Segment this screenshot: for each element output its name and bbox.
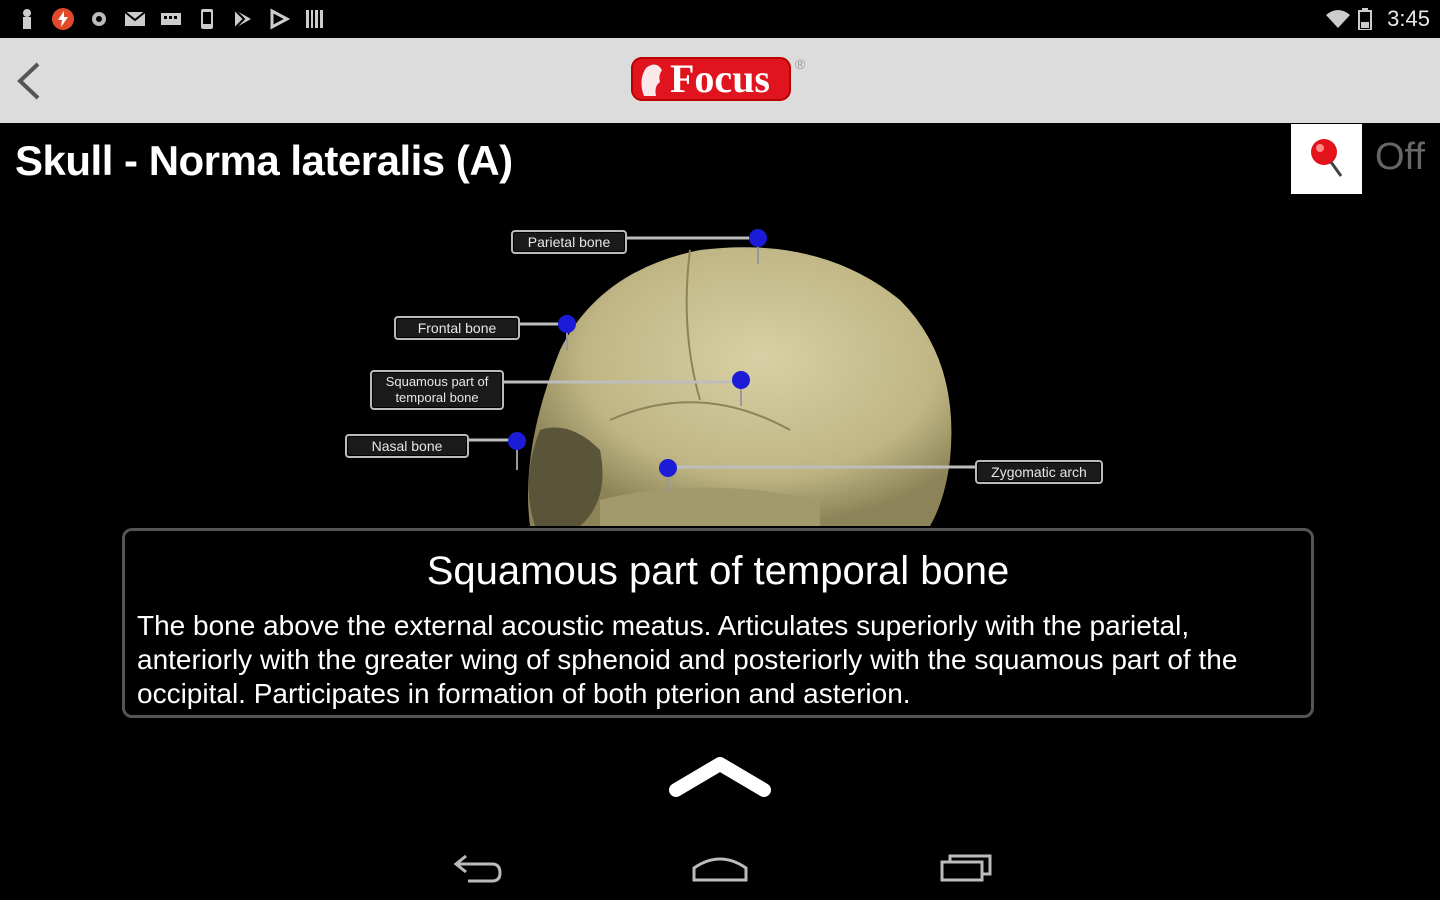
keyboard-icon [160,8,182,30]
status-bar [0,0,1440,38]
label-parietal-bone[interactable]: Parietal bone [511,230,627,254]
label-nasal-bone[interactable]: Nasal bone [345,434,469,458]
pin-squamous[interactable] [732,371,750,406]
back-arrow-icon [456,856,500,881]
expand-up-button[interactable] [668,752,772,802]
logo-text: Focus [670,56,770,101]
nav-recents-button[interactable] [936,848,996,888]
info-panel [122,528,1314,718]
pin-nasal[interactable] [508,432,526,470]
play-store-icon [232,8,254,30]
pin-zygomatic[interactable] [659,459,677,494]
label-frontal-bone[interactable]: Frontal bone [394,316,520,340]
mail-icon [124,8,146,30]
info-title: Squamous part of temporal bone [426,549,1010,593]
barcode-icon [304,8,326,30]
chevron-left-icon [20,64,38,98]
nav-back-button[interactable] [448,848,508,888]
play-icon [268,8,290,30]
shield-icon [88,8,110,30]
clock: 3:45 [1387,6,1430,31]
pin-icon [1291,124,1362,194]
pin-toggle-button[interactable] [1291,124,1362,194]
label-squamous-temporal[interactable]: Squamous part of temporal bone [370,370,504,410]
page-title: Skull - Norma lateralis (A) [15,137,513,184]
pin-frontal[interactable] [558,315,576,350]
focus-logo [630,56,792,102]
wifi-icon [1325,8,1351,30]
registered-mark: ® [795,56,806,72]
pin-toggle-state: Off [1375,136,1425,178]
info-description: The bone above the external acoustic meatus. Articulates superiorly with the parietal, anteriorly with the greater wing of sphenoid and posteriorly with the squamous part of the occipital. Participates in formation of both pterion and asterion. [137,610,1238,709]
battery-icon [1358,8,1372,30]
chevron-up-icon [676,764,764,790]
recents-icon [942,862,982,880]
nav-home-button[interactable] [690,848,750,888]
flash-icon [52,8,74,30]
app-bar [0,38,1440,123]
pin-parietal[interactable] [749,229,767,264]
person-icon [16,8,38,30]
phone-icon [196,8,218,30]
back-button[interactable] [10,56,50,106]
home-icon [694,859,746,880]
skull-viewer[interactable] [0,200,1440,530]
label-zygomatic-arch[interactable]: Zygomatic arch [975,460,1103,484]
